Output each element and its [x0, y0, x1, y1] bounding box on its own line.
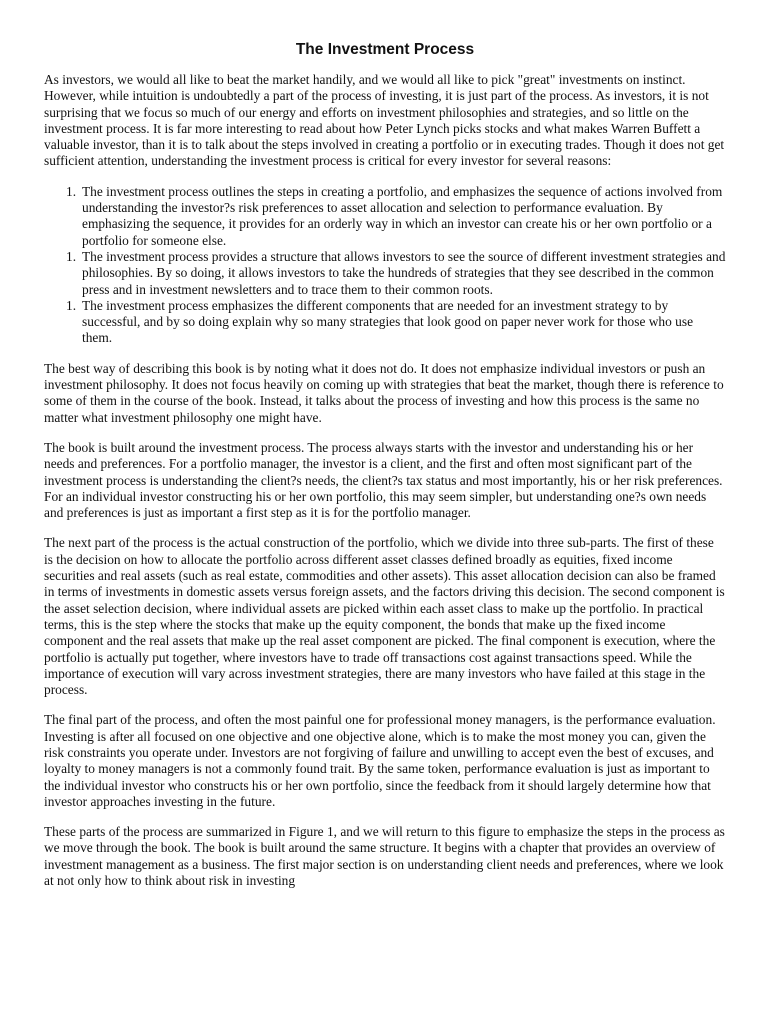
- document-title: The Investment Process: [295, 41, 475, 58]
- list-item-number: 1.: [66, 183, 77, 199]
- body-paragraph: The final part of the process, and often the most painful one for professional money managers, is the performance evaluation. Investing is after all focused on one objective and one objective alone, which is to make the most money you can, given the risk constraints you operate under. Investors are not forgiving of failure and unwilling to accept even the best of excuses, and loyalty to money managers is not a commonly found trait. By the same token, performance evaluation is just as important to the individual investor who constructs his or her own portfolio, since the feedback from it should largely determine how that investor approaches investing in the future.: [44, 712, 716, 809]
- body-paragraph: The best way of describing this book is by noting what it does not do. It does not emphasize individual investors or push an investment philosophy. It does not focus heavily on coming up with strategies that beat the market, though there is reference to some of them in the course of the book. Instead, it talks about the process of investing and how this process is the same no matter what investment philosophy one might have.: [44, 360, 724, 425]
- document-page: [44, 40, 726, 903]
- body-paragraph: The next part of the process is the actual construction of the portfolio, which we divide into three sub-parts. The first of these is the decision on how to allocate the portfolio across different asset classes defined broadly as equities, fixed income securities and real assets (such as real estate, commodities and other assets). This asset allocation decision can also be framed in terms of investments in domestic assets versus foreign assets, and the factors driving this decision. The second component is the asset selection decision, where individual assets are picked within each asset class to make up the portfolio. In practical terms, this is the step where the stocks that make up the equity component, the bonds that make up the fixed income component and the real assets that make up the real asset component are picked. The final component is execution, where the portfolio is actually put together, where investors have to trade off transactions cost against transactions speed. While the importance of execution will vary across investment strategies, there are many investors who have failed at this stage in the process.: [44, 535, 725, 698]
- list-item-number: 1.: [66, 248, 77, 264]
- body-paragraph: These parts of the process are summarized in Figure 1, and we will return to this figure to emphasize the steps in the process as we move through the book. The book is built around the same structure. It begins with a chapter that provides an overview of investment management as a business. The first major section is on understanding client needs and preferences, where we look at not only how to think about risk in investing: [44, 824, 725, 889]
- list-item-number: 1.: [66, 297, 77, 313]
- list-item: [66, 248, 726, 298]
- reasons-list: [44, 184, 726, 347]
- list-item: [66, 183, 726, 249]
- intro-paragraph: As investors, we would all like to beat the market handily, and we would all like to pick "great" investments on instinct. However, while intuition is undoubtedly a part of the process of investing, it is just part of the process. As investors, it is not surprising that we focus so much of our energy and efforts on investment philosophies and strategies, and so little on the investment process. It is far more interesting to read about how Peter Lynch picks stocks and what makes Warren Buffett a valuable investor, than it is to talk about the steps involved in creating a portfolio or in executing trades. Though it does not get sufficient attention, understanding the investment process is critical for every investor for several reasons:: [44, 72, 725, 169]
- list-item: [66, 297, 726, 347]
- list-item-text: The investment process provides a structure that allows investors to see the source of different investment strategies and philosophies. By so doing, it allows investors to take the hundreds of strategies that they see described in the common press and in investment newsletters and to trace them to their common roots.: [82, 248, 726, 297]
- list-item-text: The investment process outlines the steps in creating a portfolio, and emphasizes the sequence of actions involved from understanding the investor?s risk preferences to asset allocation and selection to performance evaluation. By emphasizing the sequence, it provides for an orderly way in which an investor can create his or her own portfolio or a portfolio for someone else.: [82, 183, 723, 248]
- list-item-text: The investment process emphasizes the different components that are needed for an investment strategy to by successful, and by so doing explain why so many strategies that look good on paper never work for those who use them.: [82, 297, 694, 346]
- body-paragraph: The book is built around the investment process. The process always starts with the investor and understanding his or her needs and preferences. For a portfolio manager, the investor is a client, and the first and often most significant part of the investment process is understanding the client?s needs, the client?s tax status and most importantly, his or her risk preferences. For an individual investor constructing his or her own portfolio, this may seem simpler, but understanding one?s own needs and preferences is just as important a first step as it is for the portfolio manager.: [44, 439, 723, 521]
